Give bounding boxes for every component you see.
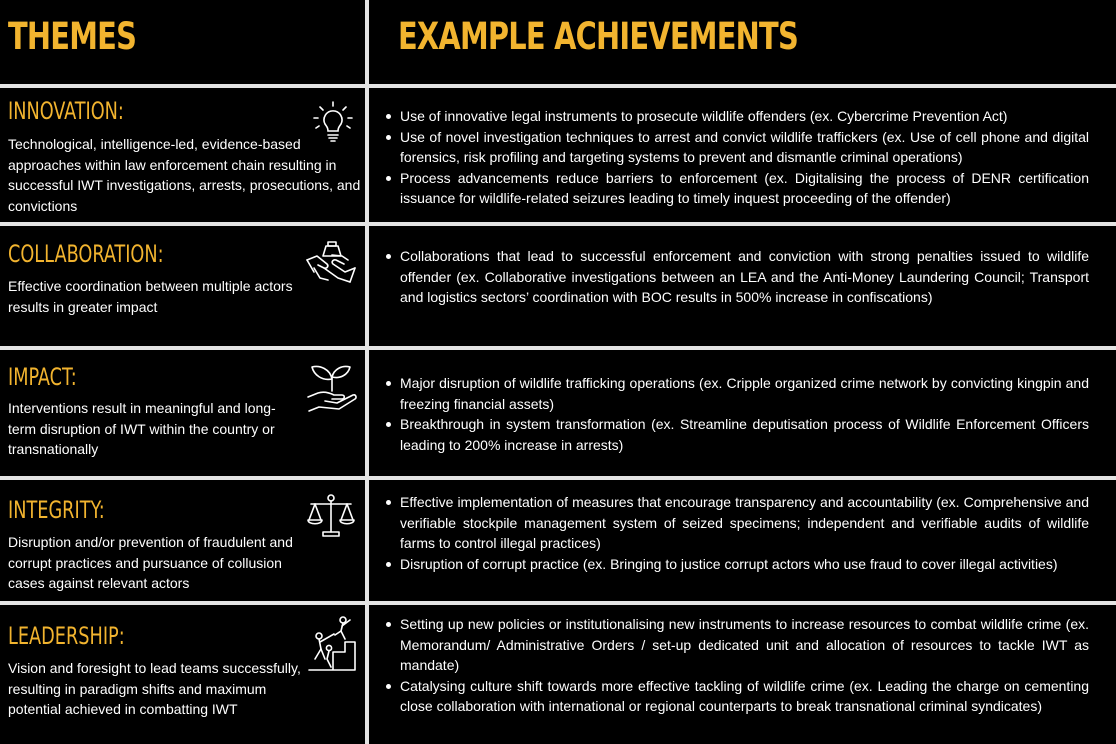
achievement-list [383, 246, 1089, 308]
theme-description: Vision and foresight to lead teams successfully, resulting in paradigm shifts and maximum potential achieved in combatting IWT [8, 660, 301, 718]
theme-description: Interventions result in meaningful and long-term disruption of IWT within the country or transnationally [8, 400, 276, 458]
theme-title: INTEGRITY: [8, 496, 105, 524]
row-divider [0, 601, 1116, 605]
achievement-item: Use of novel investigation techniques to arrest and convict wildlife traffickers (ex. Use of cell phone and digital forensics, risk profiling and targeting systems to prevent and dismantle criminal operations) [383, 127, 1089, 168]
theme-description: Effective coordination between multiple actors results in greater impact [8, 278, 293, 315]
theme-title: COLLABORATION: [8, 240, 164, 268]
theme-description: Technological, intelligence-led, evidence-based approaches within law enforcement chain resulting in successful IWT investigations, arrests, prosecutions, and convictions [8, 136, 361, 214]
scales-icon [305, 490, 357, 542]
achievement-list [383, 492, 1089, 574]
achievement-item: Major disruption of wildlife trafficking operations (ex. Cripple organized crime network by convicting kingpin and freezing financial assets) [383, 373, 1089, 414]
achievement-item: Use of innovative legal instruments to prosecute wildlife offenders (ex. Cybercrime Prevention Act) [383, 106, 1089, 127]
achievement-item: Effective implementation of measures that encourage transparency and accountability (ex. Comprehensive and verifiable stockpile management system of seized specimens; independent and verifiable audits of wildlife farms to control illegal practices) [383, 492, 1089, 554]
achievements-header: EXAMPLE ACHIEVEMENTS [398, 15, 798, 58]
achievement-item: Disruption of corrupt practice (ex. Bringing to justice corrupt actors who use fraud to cover illegal activities) [383, 554, 1089, 575]
achievement-list [383, 614, 1089, 717]
theme-title: LEADERSHIP: [8, 622, 125, 650]
column-divider [365, 0, 369, 744]
climbing-team-icon [305, 614, 359, 672]
themes-header: THEMES [8, 15, 137, 58]
theme-description: Disruption and/or prevention of fraudulent and corrupt practices and pursuance of collusion cases against relevant actors [8, 534, 293, 592]
achievement-item: Process advancements reduce barriers to enforcement (ex. Digitalising the process of DENR certification issuance for wildlife-related seizures leading to timely inquest proceeding of the offender) [383, 168, 1089, 209]
row-divider [0, 476, 1116, 480]
hands-stack-icon [304, 238, 358, 290]
plant-hand-icon [305, 357, 359, 415]
achievement-item: Collaborations that lead to successful enforcement and conviction with strong penalties issued to wildlife offender (ex. Collaborative investigations between an LEA and the Anti-Money Laundering Council; Transport and logistics sectors’ coordination with BOC results in 500% increase in confiscations) [383, 246, 1089, 308]
achievement-item: Setting up new policies or institutionalising new instruments to increase resources to combat wildlife crime (ex. Memorandum/ Administrative Orders / set-up dedicated unit and allocation of resources to tackle IWT as mandate) [383, 614, 1089, 676]
achievement-item: Breakthrough in system transformation (ex. Streamline deputisation process of Wildlife Enforcement Officers leading to 200% increase in arrests) [383, 414, 1089, 455]
row-divider [0, 222, 1116, 226]
theme-title: INNOVATION: [8, 97, 124, 125]
row-divider [0, 346, 1116, 350]
achievement-list [383, 373, 1089, 455]
row-divider [0, 84, 1116, 88]
theme-title: IMPACT: [8, 363, 77, 391]
achievement-item: Catalysing culture shift towards more effective tackling of wildlife crime (ex. Leading the charge on cementing close collaboration with international or regional counterparts to break transnational criminal syndicates) [383, 676, 1089, 717]
achievement-list [383, 106, 1089, 209]
